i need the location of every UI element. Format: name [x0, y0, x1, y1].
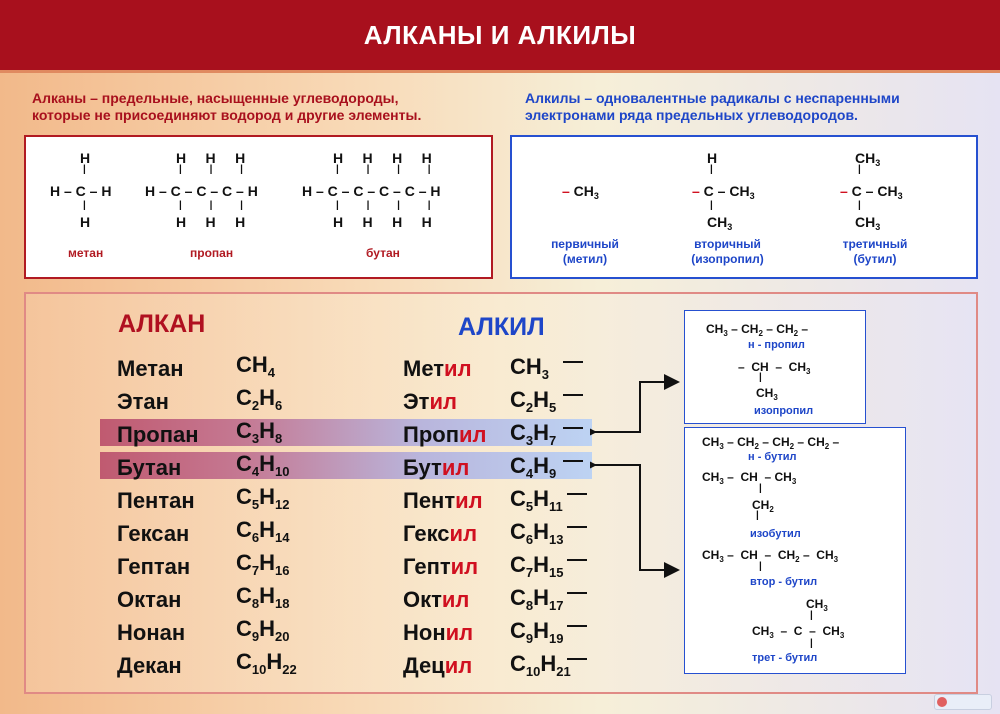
hydrogen-count: 19 — [549, 631, 564, 646]
alkanes-def-line1: Алканы – предельные, насыщенные углеводороды, — [32, 90, 399, 106]
alkil-name — [403, 352, 472, 385]
alkil-formula: $C_9H_{19}$ — [510, 618, 564, 646]
alkanes-definition — [32, 90, 421, 124]
alkil-suffix: ил — [445, 620, 474, 645]
isobutyl-label: изобутил — [750, 528, 801, 540]
tertiary-radical-label — [830, 237, 920, 267]
alkan-formula: $C_4H_{10}$ — [236, 451, 290, 479]
hydrogen-count: 21 — [556, 664, 571, 679]
isobutyl-bond: | — [759, 483, 762, 494]
hydrogen-count: 7 — [549, 433, 557, 448]
alkan-formula: $C_8H_{18}$ — [236, 583, 290, 611]
alkil-name — [403, 517, 477, 550]
alkan-formula: $C_{10}H_{22}$ — [236, 649, 297, 677]
hydrogen-count: 22 — [282, 662, 297, 677]
isobutyl-bond2: | — [756, 510, 759, 521]
alkan-formula: $C_5H_{12}$ — [236, 484, 290, 512]
alkan-column-title: АЛКАН — [118, 310, 206, 338]
hydrogen-count: 11 — [549, 499, 563, 514]
alkan-name: Пентан — [117, 488, 195, 513]
isobutyl-ch2: $CH_2$ — [752, 498, 774, 514]
tertiary-label: третичный — [842, 237, 908, 251]
alkan-formula: $C_7H_{16}$ — [236, 550, 290, 578]
sec-butyl-formula: $CH_3$ – CH – $CH_2 - CH_3$ — [702, 548, 839, 564]
alkan-formula: $C_6H_{14}$ — [236, 517, 290, 545]
n-butyl-formula: $CH_3 - CH_2 - CH_2 - CH_2$ – — [702, 435, 840, 451]
alkil-name — [403, 583, 469, 616]
page-header — [0, 0, 1000, 70]
free-bond-dash — [567, 658, 587, 660]
alkil-formula: $C_6H_{13}$ — [510, 519, 564, 547]
alkil-formula: $C_5H_{11}$ — [510, 486, 563, 514]
alkan-name: Нонан — [117, 620, 186, 645]
free-bond-dash — [563, 460, 583, 462]
carbon-count: 6 — [251, 530, 260, 545]
alkan-formula: $C_9H_{20}$ — [236, 616, 290, 644]
n-butyl-label: н - бутил — [748, 451, 797, 463]
alkil-name — [403, 418, 486, 451]
carbon-count: 7 — [525, 565, 534, 580]
carbon-count: 5 — [251, 497, 260, 512]
alkil-root: Окт — [403, 587, 442, 612]
page-title: АЛКАНЫ И АЛКИЛЫ — [363, 19, 637, 50]
hydrogen-count: 3 — [541, 367, 550, 382]
alkan-name: Пропан — [117, 422, 199, 447]
tert-butyl-formula: $CH_3$ – C – $CH_3$ — [752, 624, 845, 640]
alkil-root: Гекс — [403, 521, 450, 546]
hydrogen-count: 16 — [275, 563, 290, 578]
alkan-formula: $C_3H_8$ — [236, 418, 283, 446]
alkan-name: Гептан — [117, 554, 191, 579]
hydrogen-count: 9 — [549, 466, 557, 481]
primary-label: первичный — [551, 237, 619, 251]
alkil-formula: $C_{10}H_{21}$ — [510, 651, 571, 679]
alkan-name: Декан — [117, 653, 182, 678]
alkil-formula: $C_8H_{17}$ — [510, 585, 564, 613]
alkil-suffix: ил — [458, 422, 487, 447]
alkil-suffix: ил — [449, 521, 478, 546]
alkil-root: Дец — [403, 653, 445, 678]
alkil-root: Нон — [403, 620, 446, 645]
connector-arrows — [590, 370, 690, 590]
free-bond-dash — [567, 625, 587, 627]
alkan-name: Октан — [117, 587, 182, 612]
isobutyl-formula: $CH_3$ – CH – $CH_3$ — [702, 470, 797, 486]
alkanes-def-line2: которые не присоединяют водород и другие элементы. — [32, 107, 422, 123]
alkil-suffix: ил — [441, 455, 470, 480]
carbon-count: 8 — [251, 596, 260, 611]
carbon-count: 3 — [525, 433, 534, 448]
alkyls-def-line2: электронами ряда предельных углеводородов. — [525, 107, 858, 123]
alkil-formula: $C_2H_5$ — [510, 387, 557, 415]
free-bond-dash — [563, 361, 583, 363]
publisher-logo — [934, 694, 992, 710]
alkil-name — [403, 550, 478, 583]
carbon-count: 10 — [525, 664, 541, 679]
methane-label: метан — [68, 246, 104, 260]
alkan-name: Гексан — [117, 521, 190, 546]
hydrogen-count: 4 — [267, 365, 276, 380]
alkil-root: Гепт — [403, 554, 451, 579]
free-bond-dash — [567, 592, 587, 594]
alkil-suffix: ил — [444, 653, 473, 678]
carbon-count: 6 — [525, 532, 534, 547]
hydrogen-count: 15 — [549, 565, 564, 580]
alkil-suffix: ил — [441, 587, 470, 612]
hydrogen-count: 18 — [275, 596, 290, 611]
alkil-root: Эт — [403, 389, 430, 414]
n-propyl-formula: $CH_3 - CH_2 - CH_2$ – — [706, 322, 809, 338]
tert-butyl-label: трет - бутил — [752, 652, 818, 664]
carbon-count: 4 — [251, 464, 260, 479]
free-bond-dash — [567, 526, 587, 528]
hydrogen-count: 17 — [549, 598, 564, 613]
free-bond-dash — [567, 559, 587, 561]
hydrogen-count: 13 — [549, 532, 564, 547]
alkil-suffix: ил — [429, 389, 457, 414]
free-bond-dash — [563, 427, 583, 429]
secondary-sub-label: (изопропил) — [691, 252, 764, 266]
hydrogen-count: 5 — [549, 400, 557, 415]
alkil-name — [403, 649, 472, 682]
tert-butyl-top: $CH_3$ — [806, 597, 828, 613]
alkil-column-title: АЛКИЛ — [458, 313, 545, 341]
isopropyl-bond: | — [759, 372, 762, 383]
alkil-root: Мет — [403, 356, 445, 381]
alkyls-definition — [525, 90, 900, 124]
carbon-count: 8 — [525, 598, 534, 613]
alkil-root: Проп — [403, 422, 459, 447]
carbon-count: 10 — [251, 662, 267, 677]
sec-butyl-bond: | — [759, 561, 762, 572]
isopropyl-formula: – CH – $CH_3$ — [738, 360, 811, 376]
tertiary-sub-label: (бутил) — [853, 252, 897, 266]
primary-radical-label — [540, 237, 630, 267]
free-bond-dash — [567, 493, 587, 495]
tert-butyl-bond-top: | — [810, 610, 813, 621]
secondary-label: вторичный — [694, 237, 761, 251]
primary-sub-label: (метил) — [562, 252, 608, 266]
tert-butyl-bond-bottom: | — [810, 638, 813, 649]
carbon-count: 9 — [251, 629, 260, 644]
alkan-name: Метан — [117, 356, 184, 381]
secondary-radical-label — [680, 237, 775, 267]
butane-label: бутан — [366, 246, 400, 260]
alkan-name: Бутан — [117, 455, 182, 480]
alkil-formula: $C_4H_9$ — [510, 453, 557, 481]
alkan-name: Этан — [117, 389, 169, 414]
alkil-root: Бут — [403, 455, 442, 480]
alkil-suffix: ил — [455, 488, 483, 513]
alkil-formula: $C_3H_7$ — [510, 420, 557, 448]
carbon-count: 7 — [251, 563, 260, 578]
alkil-name — [403, 451, 469, 484]
hydrogen-count: 12 — [275, 497, 290, 512]
logo-icon — [937, 697, 947, 707]
alkil-formula: $CH_3$ — [510, 354, 550, 382]
alkan-formula: $C_2H_6$ — [236, 385, 283, 413]
propane-label: пропан — [190, 246, 234, 260]
hydrogen-count: 20 — [275, 629, 290, 644]
alkil-suffix: ил — [450, 554, 479, 579]
sec-butyl-label: втор - бутил — [750, 576, 818, 588]
hydrogen-count: 6 — [275, 398, 283, 413]
carbon-count: 5 — [525, 499, 534, 514]
alkan-formula: $CH_4$ — [236, 352, 276, 380]
alkil-name — [403, 484, 483, 517]
alkil-name — [403, 616, 473, 649]
alkil-root: Пент — [403, 488, 456, 513]
hydrogen-count: 10 — [275, 464, 290, 479]
free-bond-dash — [563, 394, 583, 396]
carbon-count: 2 — [525, 400, 534, 415]
alkil-formula: $C_7H_{15}$ — [510, 552, 564, 580]
hydrogen-count: 8 — [275, 431, 283, 446]
alkil-suffix: ил — [444, 356, 472, 381]
carbon-count: 4 — [525, 466, 534, 481]
isopropyl-label: изопропил — [754, 405, 814, 417]
n-propyl-label: н - пропил — [748, 339, 805, 351]
carbon-count: 9 — [525, 631, 534, 646]
carbon-count: 3 — [251, 431, 260, 446]
alkyls-def-line1: Алкилы – одновалентные радикалы с неспаренными — [525, 90, 900, 106]
isopropyl-ch3: $CH_3$ — [756, 386, 778, 402]
hydrogen-count: 14 — [275, 530, 290, 545]
alkil-name — [403, 385, 457, 418]
carbon-count: 2 — [251, 398, 260, 413]
